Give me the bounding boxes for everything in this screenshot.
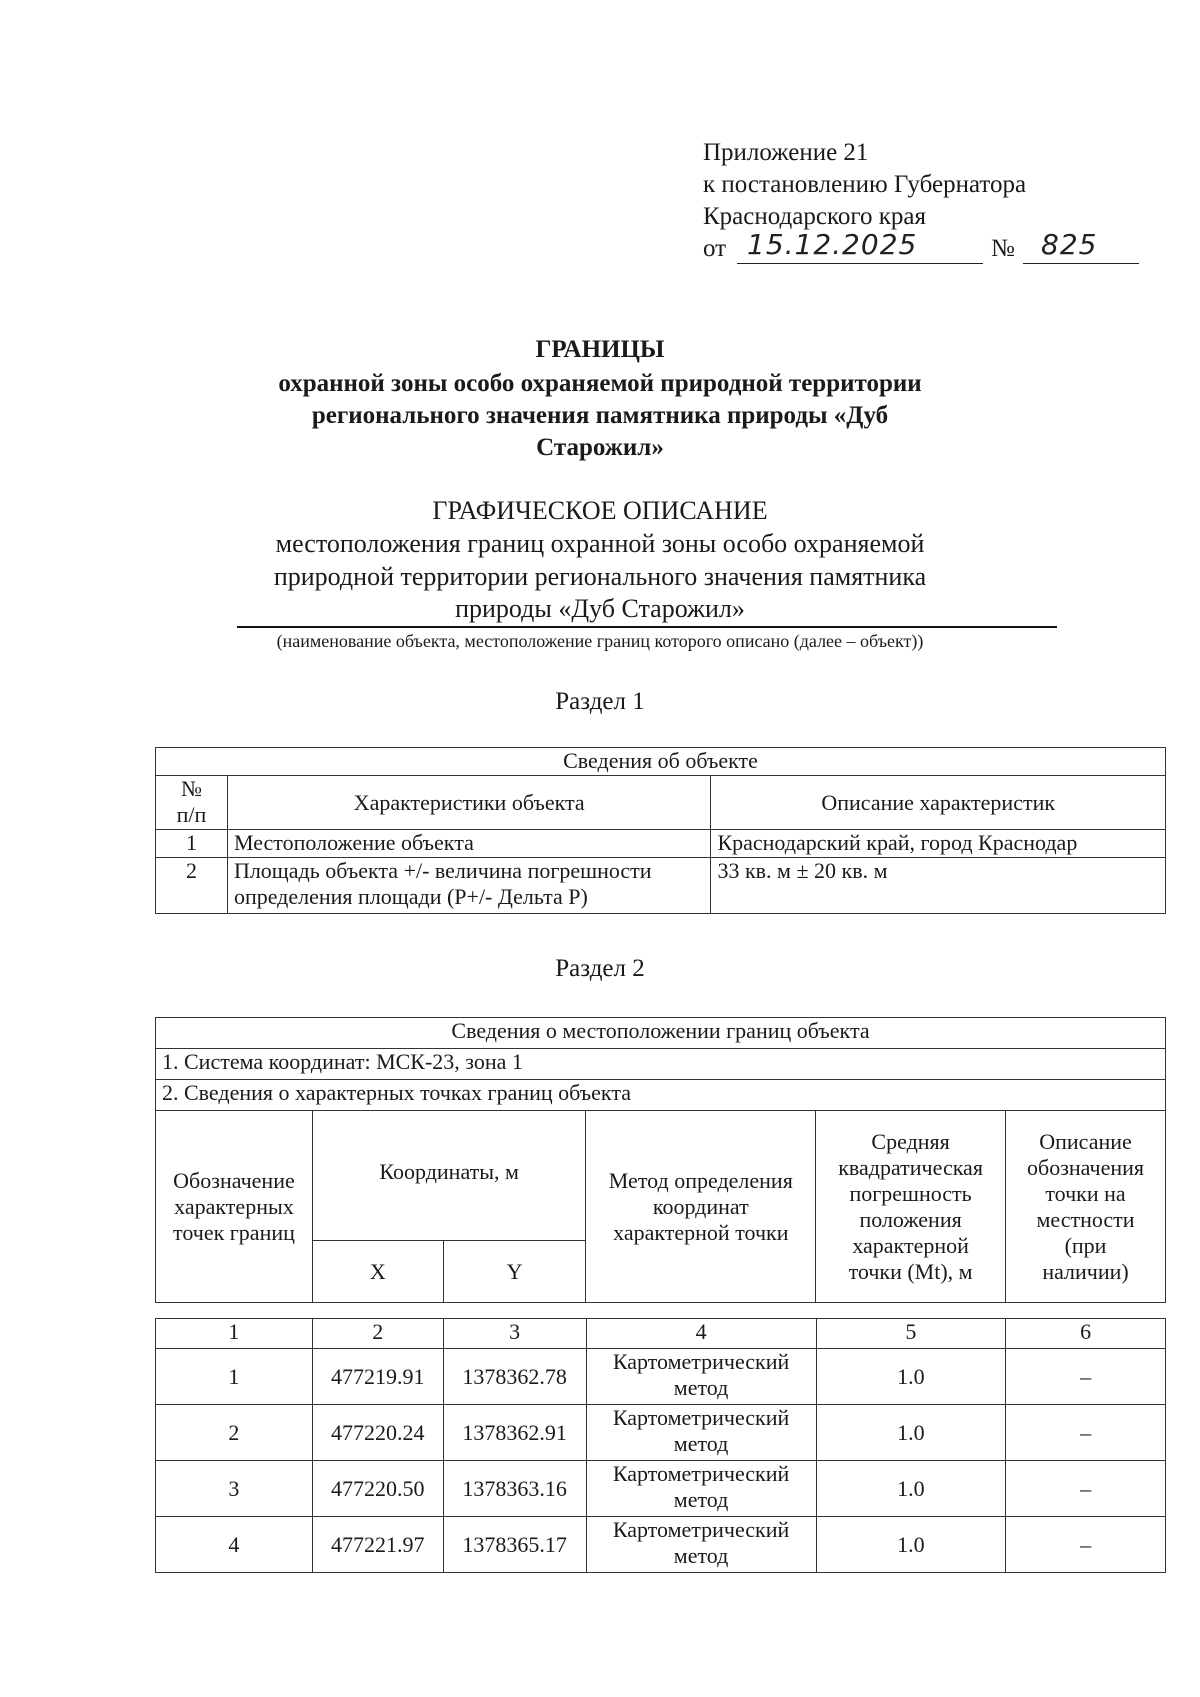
table-row	[156, 1405, 1166, 1461]
point-number: 2	[156, 1405, 313, 1461]
header-line: наличии)	[1042, 1258, 1129, 1284]
header-line: местности	[1036, 1206, 1135, 1232]
boundary-info-table	[155, 1017, 1166, 1303]
point-number: 1	[156, 1349, 313, 1405]
col-number: 5	[816, 1319, 1006, 1349]
header-line: Обозначение	[173, 1167, 295, 1193]
col-number: 3	[443, 1319, 586, 1349]
annex-date-line	[703, 228, 1098, 267]
col-designation-header	[156, 1111, 313, 1303]
point-error: 1.0	[816, 1517, 1006, 1573]
col-y-header: Y	[443, 1241, 586, 1303]
point-x: 477220.24	[312, 1405, 443, 1461]
col-number-sign: №	[180, 776, 202, 801]
graphic-line-2: местоположения границ охранной зоны особо охраняемой	[275, 529, 925, 558]
points-title: 2. Сведения о характерных точках границ объекта	[156, 1080, 1166, 1111]
graphic-line-4: природы «Дуб Старожил»	[455, 594, 745, 623]
header-line: погрешность	[849, 1180, 972, 1206]
point-description: –	[1006, 1405, 1166, 1461]
col-number: 4	[586, 1319, 816, 1349]
point-y: 1378362.91	[443, 1405, 586, 1461]
method-line-2: метод	[673, 1487, 729, 1512]
main-title: ГРАНИЦЫ	[535, 336, 665, 363]
annex-block	[703, 137, 1098, 267]
point-x: 477220.50	[312, 1461, 443, 1517]
row-characteristic: Местоположение объекта	[227, 830, 711, 858]
method-line-1: Картометрический	[612, 1461, 790, 1486]
column-number-row	[156, 1319, 1166, 1349]
annex-line-2: к постановлению Губернатора	[703, 171, 1027, 198]
annex-title: Приложение 21	[703, 139, 869, 166]
table-row	[156, 858, 1166, 914]
main-title-line-3: регионального значения памятника природы «Дуб	[311, 402, 889, 429]
col-error-header	[816, 1111, 1006, 1303]
row-number: 2	[156, 858, 228, 914]
point-number: 4	[156, 1517, 313, 1573]
points-table	[155, 1318, 1166, 1573]
point-y: 1378363.16	[443, 1461, 586, 1517]
header-line: (при	[1064, 1232, 1107, 1258]
header-line: Метод определения	[608, 1167, 793, 1193]
col-coordinates-header: Координаты, м	[312, 1111, 586, 1241]
col-number-abbr: п/п	[176, 802, 207, 827]
header-line: обозначения	[1027, 1154, 1145, 1180]
point-x: 477221.97	[312, 1517, 443, 1573]
point-error: 1.0	[816, 1349, 1006, 1405]
table-row	[156, 830, 1166, 858]
main-title-line-2: охранной зоны особо охраняемой природной территории	[278, 370, 922, 397]
point-error: 1.0	[816, 1405, 1006, 1461]
row-characteristic	[227, 858, 711, 914]
method-line-2: метод	[673, 1543, 729, 1568]
handwritten-date: 15.12.2025	[747, 228, 918, 261]
header-line: точки на	[1045, 1180, 1126, 1206]
divider-rule	[237, 626, 1057, 628]
row-characteristic-line-1: Площадь объекта +/- величина погрешности	[233, 858, 652, 883]
col-method-header	[586, 1111, 816, 1303]
method-line-1: Картометрический	[612, 1517, 790, 1542]
header-line: положения	[859, 1206, 962, 1232]
point-x: 477219.91	[312, 1349, 443, 1405]
object-caption: (наименование объекта, местоположение границ которого описано (далее – объект))	[276, 631, 924, 651]
header-line: точки (Mt), м	[848, 1258, 973, 1284]
point-method	[586, 1405, 816, 1461]
point-method	[586, 1349, 816, 1405]
col-number-header	[156, 776, 228, 830]
point-description: –	[1006, 1517, 1166, 1573]
header-line: характерной точки	[613, 1219, 789, 1245]
point-y: 1378362.78	[443, 1349, 586, 1405]
point-method	[586, 1517, 816, 1573]
section-2-heading: Раздел 2	[555, 955, 645, 982]
main-title-line-4: Старожил»	[536, 434, 664, 461]
point-number: 3	[156, 1461, 313, 1517]
col-description-header: Описание характеристик	[711, 776, 1166, 830]
row-description: 33 кв. м ± 20 кв. м	[711, 858, 1166, 914]
row-description: Краснодарский край, город Краснодар	[711, 830, 1166, 858]
col-x-header: X	[312, 1241, 443, 1303]
handwritten-number: 825	[1041, 228, 1098, 261]
row-number: 1	[156, 830, 228, 858]
coordinate-system: 1. Система координат: МСК-23, зона 1	[156, 1049, 1166, 1080]
header-line: квадратическая	[838, 1154, 983, 1180]
from-label: от	[703, 235, 727, 262]
col-number: 1	[156, 1319, 313, 1349]
point-description: –	[1006, 1349, 1166, 1405]
point-error: 1.0	[816, 1461, 1006, 1517]
object-info-title: Сведения об объекте	[156, 748, 1166, 776]
method-line-1: Картометрический	[612, 1349, 790, 1374]
col-number: 6	[1006, 1319, 1166, 1349]
annex-line-3: Краснодарского края	[703, 203, 926, 230]
graphic-title: ГРАФИЧЕСКОЕ ОПИСАНИЕ	[432, 496, 768, 525]
graphic-line-3: природной территории регионального значения памятника	[273, 562, 927, 591]
header-line: характерных	[174, 1193, 294, 1219]
method-line-1: Картометрический	[612, 1405, 790, 1430]
table-row	[156, 1461, 1166, 1517]
section-1-heading: Раздел 1	[555, 688, 645, 715]
header-line: точек границ	[173, 1219, 295, 1245]
boundary-info-title: Сведения о местоположении границ объекта	[156, 1018, 1166, 1049]
col-characteristics-header: Характеристики объекта	[227, 776, 711, 830]
point-description: –	[1006, 1461, 1166, 1517]
header-line: Средняя	[871, 1128, 950, 1154]
header-line: характерной	[852, 1232, 969, 1258]
point-method	[586, 1461, 816, 1517]
object-info-table	[155, 747, 1166, 914]
col-description-header	[1006, 1111, 1166, 1303]
table-row	[156, 1517, 1166, 1573]
method-line-2: метод	[673, 1375, 729, 1400]
method-line-2: метод	[673, 1431, 729, 1456]
col-number: 2	[312, 1319, 443, 1349]
number-label: №	[991, 235, 1015, 262]
header-line: Описание	[1039, 1128, 1132, 1154]
table-row	[156, 1349, 1166, 1405]
row-characteristic-line-2: определения площади (Р+/- Дельта Р)	[233, 884, 588, 909]
header-line: координат	[652, 1193, 749, 1219]
point-y: 1378365.17	[443, 1517, 586, 1573]
